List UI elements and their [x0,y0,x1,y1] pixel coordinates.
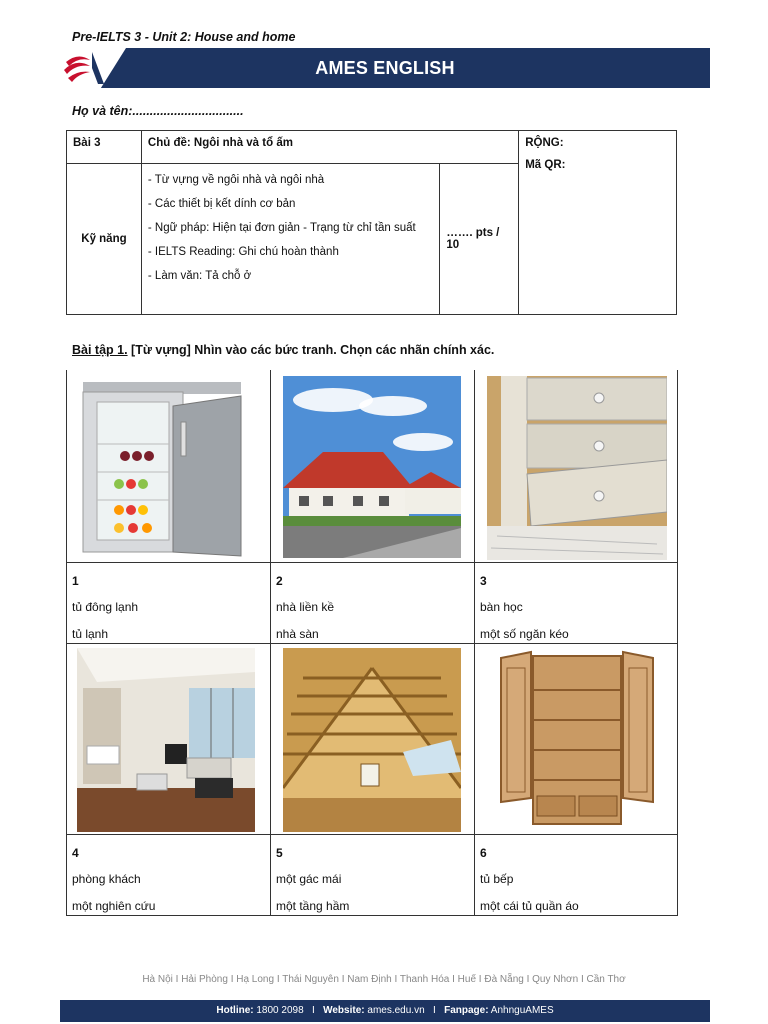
label-option[interactable]: nhà sàn [276,627,319,641]
footer-cities: Hà Nội I Hải Phòng I Hạ Long I Thái Nguyên I Nam Định I Thanh Hóa I Huế I Đà Nẵng I Quy Nhơn I Cần Thơ [142,974,626,985]
label-option[interactable]: một nghiên cứu [72,899,156,913]
caption-6 [474,834,678,916]
item-number: 6 [480,846,487,860]
item-number: 2 [276,574,283,588]
caption-4 [66,834,270,916]
lesson-topic: Chủ đề: Ngôi nhà và tổ ấm [141,131,518,164]
skill-item: - Làm văn: Tả chỗ ở [147,270,252,282]
right-info-cell [519,131,677,315]
caption-2 [270,562,474,644]
fanpage[interactable]: AnhnguAMES [490,1005,554,1016]
living-room-icon [77,648,255,832]
label-option[interactable]: một tầng hầm [276,899,350,913]
lesson-number: Bài 3 [67,131,142,164]
course-title: Pre-IELTS 3 - Unit 2: House and home [72,30,296,44]
label-option[interactable]: bàn học [480,600,523,614]
fanpage-label: Fanpage: [444,1005,489,1016]
item-number: 5 [276,846,283,860]
item-number: 4 [72,846,79,860]
label-option[interactable]: phòng khách [72,872,141,886]
label-option[interactable]: một cái tủ quần áo [480,899,579,913]
name-field-label: Họ và tên:................................ [72,104,244,118]
exercise-title [72,343,494,357]
lesson-info-table [66,130,677,315]
caption-1 [66,562,270,644]
skills-list [141,164,439,315]
caption-3 [474,562,678,644]
website[interactable]: ames.edu.vn [367,1005,425,1016]
skill-item: - Các thiết bị kết dính cơ bản [147,198,296,210]
brand-name: AMES ENGLISH [315,58,455,78]
caption-5 [270,834,474,916]
exercise-instruction: [Từ vựng] Nhìn vào các bức tranh. Chọn các nhãn chính xác. [127,343,495,357]
refrigerator-icon [75,376,245,562]
label-option[interactable]: một số ngăn kéo [480,627,569,641]
hotline: 1800 2098 [256,1005,304,1016]
website-label: Website: [323,1005,365,1016]
label-option[interactable]: một gác mái [276,872,342,886]
footer-bar: Hotline: 1800 2098 I Website: ames.edu.vn I Fanpage: AnhnguAMES [60,1000,710,1022]
skill-item: - IELTS Reading: Ghi chú hoàn thành [147,246,339,258]
item-number: 1 [72,574,79,588]
houses-icon [283,376,461,558]
hotline-label: Hotline: [216,1005,254,1016]
skills-label: Kỹ năng [67,164,142,315]
label-option[interactable]: tủ bếp [480,872,514,886]
header-banner [60,48,710,88]
qr-label: Mã QR: [525,159,566,171]
item-number: 3 [480,574,487,588]
drawers-icon [487,376,667,560]
wardrobe-icon [487,648,665,832]
exercise-number: Bài tập 1. [72,343,128,357]
label-option[interactable]: tủ lạnh [72,627,109,641]
label-option[interactable]: tủ đông lạnh [72,600,139,614]
skill-item: - Ngữ pháp: Hiện tại đơn giản - Trạng từ chỉ tần suất [147,222,416,234]
score-field: ……. pts / 10 [440,164,519,315]
picture-grid [66,370,678,916]
attic-icon [283,648,461,832]
width-label: RỘNG: [525,137,564,149]
label-option[interactable]: nhà liền kề [276,600,335,614]
skill-item: - Từ vựng về ngôi nhà và ngôi nhà [147,174,325,186]
